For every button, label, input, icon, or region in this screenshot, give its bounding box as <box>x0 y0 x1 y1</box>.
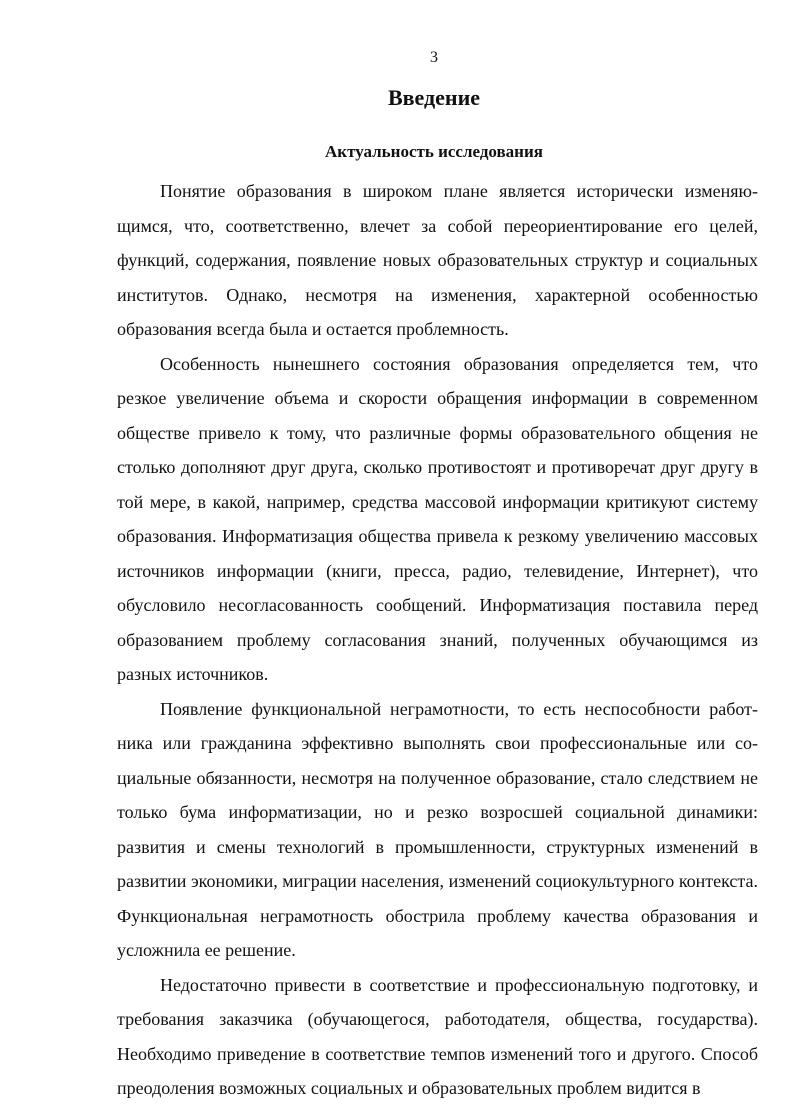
paragraph: Понятие образования в широком плане является исторически изменяющимся, что, соответственно, влечет за собой переориентирование его целей, функций, содержания, появление новых образовательных структур и социальных институтов. Однако, несмотря на изменения, характерной особенностью образования всегда была и остается проблемность. <box>117 181 758 339</box>
body-text <box>117 174 758 1106</box>
section-heading: Актуальность исследования <box>325 142 543 161</box>
paragraph: Появление функциональной неграмотности, то есть неспособности работника или гражданина эффективно выполнять свои профессиональные или социальные обязанности, несмотря на полученное образование, стало следствием не только бума информатизации, но и резко возросшей социальной динамики: развития и смены технологий в промышленности, структурных изменений в развитии экономики, миграции населения, изменений социокультурного контекста. Функциональная неграмотность обострила проблему качества образования и усложнила ее решение. <box>117 698 758 960</box>
paragraph: Особенность нынешнего состояния образования определяется тем, что резкое увеличение объема и скорости обращения информации в современном обществе привело к тому, что различные формы образовательного общения не столько дополняют друг друга, сколько противостоят и противоречат друг другу в той мере, в какой, например, средства массовой информации критикуют систему образования. Информатизация общества привела к резкому увеличению массовых источников информации (книги, пресса, радио, телевидение, Интернет), что обусловило несогласованность сообщений. Информатизация поставила перед образованием проблему согласования знаний, полученных обучающимся из разных источников. <box>117 353 758 684</box>
page-number: 3 <box>430 49 438 66</box>
page-title: Введение <box>387 85 481 110</box>
paragraph: Недостаточно привести в соответствие и профессиональную подготовку, и требования заказчика (обучающегося, работодателя, общества, государства). Необходимо приведение в соответствие темпов изменений того и другого. Способ преодоления возможных социальных и образовательных проблем видится в <box>117 974 758 1098</box>
